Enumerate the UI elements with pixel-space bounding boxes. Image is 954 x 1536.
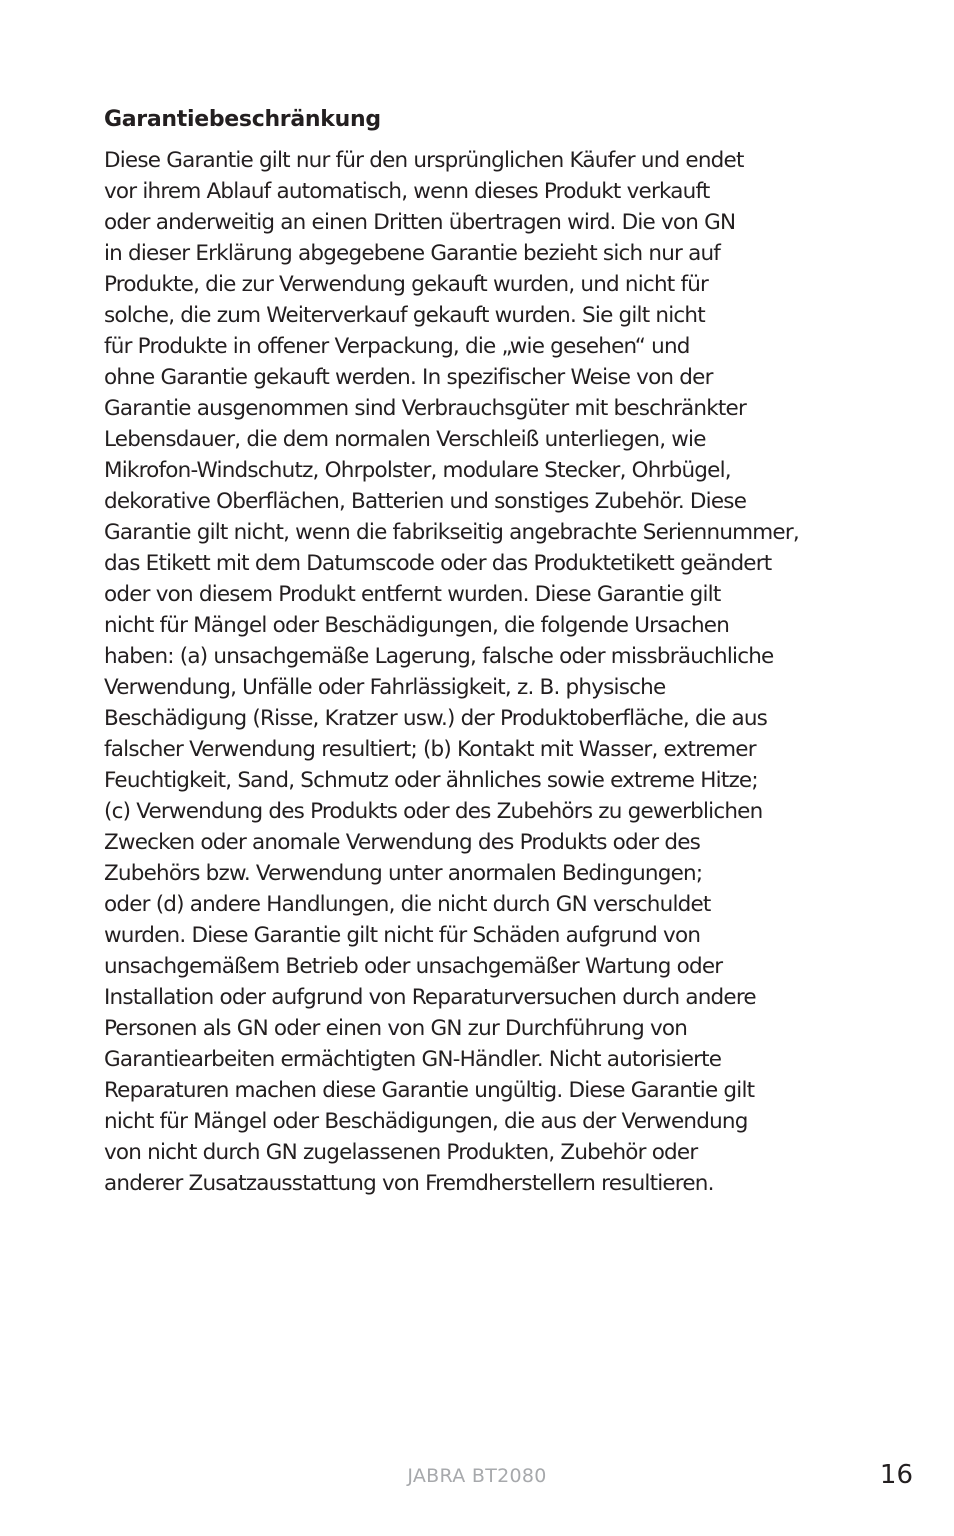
paragraph-line: ohne Garantie gekauft werden. In spezifischer Weise von der	[104, 365, 713, 390]
paragraph-line: Installation oder aufgrund von Reparaturversuchen durch andere	[104, 985, 756, 1010]
page-number: 16	[879, 1460, 913, 1490]
paragraph-line: Beschädigung (Risse, Kratzer usw.) der Produktoberfläche, die aus	[104, 706, 768, 731]
paragraph-line: nicht für Mängel oder Beschädigungen, die aus der Verwendung	[104, 1109, 748, 1134]
warranty-paragraph	[104, 145, 864, 1199]
paragraph-line: (c) Verwendung des Produkts oder des Zubehörs zu gewerblichen	[104, 799, 763, 824]
paragraph-line: Zwecken oder anomale Verwendung des Produkts oder des	[104, 830, 701, 855]
paragraph-line: nicht für Mängel oder Beschädigungen, die folgende Ursachen	[104, 613, 730, 638]
paragraph-line: dekorative Oberflächen, Batterien und sonstiges Zubehör. Diese	[104, 489, 747, 514]
paragraph-line: Verwendung, Unfälle oder Fahrlässigkeit, z. B. physische	[104, 675, 666, 700]
paragraph-line: Garantie ausgenommen sind Verbrauchsgüter mit beschränkter	[104, 396, 746, 421]
section-heading: Garantiebeschränkung	[104, 107, 381, 132]
paragraph-line: von nicht durch GN zugelassenen Produkten, Zubehör oder	[104, 1140, 698, 1165]
paragraph-line: Personen als GN oder einen von GN zur Durchführung von	[104, 1016, 688, 1041]
paragraph-line: oder (d) andere Handlungen, die nicht durch GN verschuldet	[104, 892, 711, 917]
paragraph-line: Diese Garantie gilt nur für den ursprünglichen Käufer und endet	[104, 148, 744, 173]
paragraph-line: Produkte, die zur Verwendung gekauft wurden, und nicht für	[104, 272, 709, 297]
paragraph-line: vor ihrem Ablauf automatisch, wenn dieses Produkt verkauft	[104, 179, 710, 204]
paragraph-line: Garantie gilt nicht, wenn die fabrikseitig angebrachte Seriennummer,	[104, 520, 799, 545]
paragraph-line: Feuchtigkeit, Sand, Schmutz oder ähnliches sowie extreme Hitze;	[104, 768, 758, 793]
paragraph-line: Zubehörs bzw. Verwendung unter anormalen Bedingungen;	[104, 861, 703, 886]
paragraph-line: haben: (a) unsachgemäße Lagerung, falsche oder missbräuchliche	[104, 644, 774, 669]
paragraph-line: Lebensdauer, die dem normalen Verschleiß unterliegen, wie	[104, 427, 706, 452]
paragraph-line: oder anderweitig an einen Dritten übertragen wird. Die von GN	[104, 210, 736, 235]
paragraph-line: Reparaturen machen diese Garantie ungültig. Diese Garantie gilt	[104, 1078, 755, 1103]
paragraph-line: unsachgemäßem Betrieb oder unsachgemäßer Wartung oder	[104, 954, 723, 979]
paragraph-line: das Etikett mit dem Datumscode oder das Produktetikett geändert	[104, 551, 772, 576]
paragraph-line: für Produkte in offener Verpackung, die „wie gesehen“ und	[104, 334, 690, 359]
paragraph-line: falscher Verwendung resultiert; (b) Kontakt mit Wasser, extremer	[104, 737, 756, 762]
paragraph-line: oder von diesem Produkt entfernt wurden. Diese Garantie gilt	[104, 582, 721, 607]
paragraph-line: anderer Zusatzausstattung von Fremdherstellern resultieren.	[104, 1171, 714, 1196]
paragraph-line: wurden. Diese Garantie gilt nicht für Schäden aufgrund von	[104, 923, 701, 948]
paragraph-line: solche, die zum Weiterverkauf gekauft wurden. Sie gilt nicht	[104, 303, 705, 328]
paragraph-line: Garantiearbeiten ermächtigten GN-Händler. Nicht autorisierte	[104, 1047, 722, 1072]
paragraph-line: Mikrofon-Windschutz, Ohrpolster, modulare Stecker, Ohrbügel,	[104, 458, 731, 483]
paragraph-line: in dieser Erklärung abgegebene Garantie bezieht sich nur auf	[104, 241, 721, 266]
footer-product-name: JABRA BT2080	[407, 1465, 547, 1487]
